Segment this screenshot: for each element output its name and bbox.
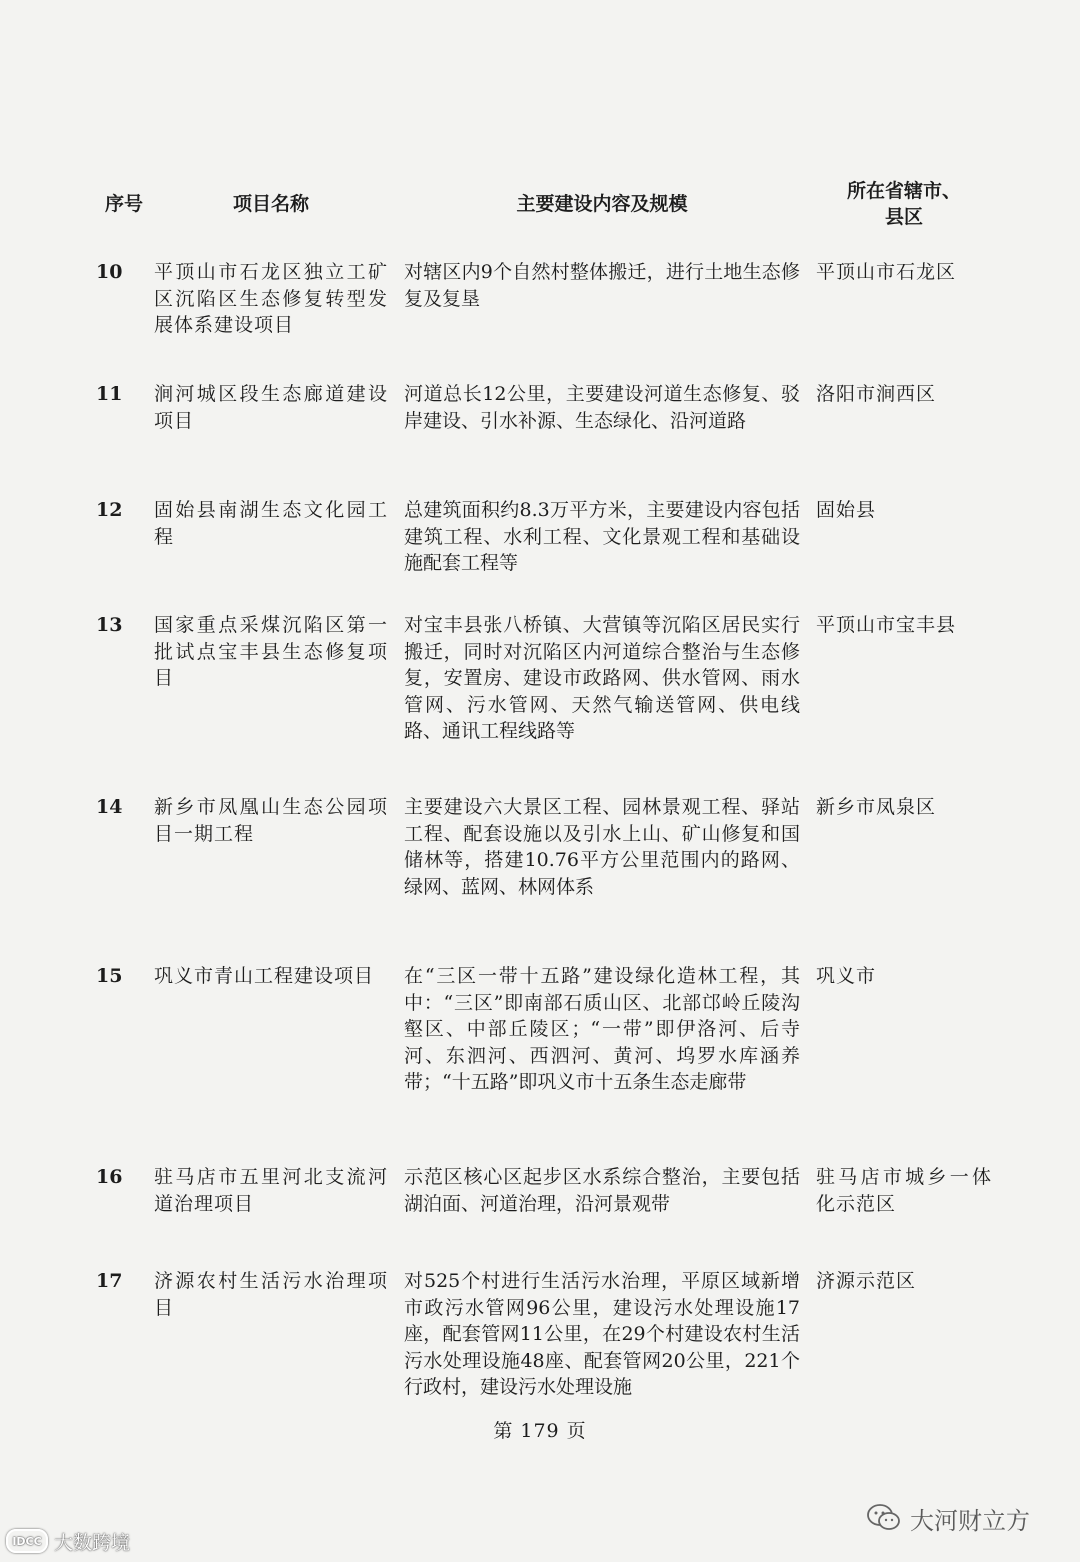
page-number: 第 179 页 xyxy=(493,1420,587,1442)
row-location: 济源示范区 xyxy=(816,1270,917,1292)
row-content: 对525个村进行生活污水治理，平原区域新增市政污水管网96公里，建设污水处理设施17座，配套管网11公里，在29个村建设农村生活污水处理设施48座、配套管网20公里，221个行政村，建设污水处理设施 xyxy=(404,1270,800,1398)
row-no: 11 xyxy=(96,383,123,405)
row-location: 驻马店市城乡一体化示范区 xyxy=(816,1166,992,1215)
row-project-name: 济源农村生活污水治理项目 xyxy=(154,1270,388,1319)
row-project-name: 国家重点采煤沉陷区第一批试点宝丰县生态修复项目 xyxy=(154,614,388,689)
watermark-source xyxy=(866,1498,1030,1538)
row-location: 平顶山市宝丰县 xyxy=(816,614,957,636)
row-content: 对辖区内9个自然村整体搬迁，进行土地生态修复及复垦 xyxy=(404,261,800,310)
row-location: 新乡市凤泉区 xyxy=(816,796,937,818)
row-project-name: 巩义市青山工程建设项目 xyxy=(154,965,375,987)
header-content: 主要建设内容及规模 xyxy=(516,193,688,215)
row-project-name: 涧河城区段生态廊道建设项目 xyxy=(154,383,388,432)
row-no: 16 xyxy=(96,1166,123,1188)
header-project-name: 项目名称 xyxy=(232,193,309,215)
header-no: 序号 xyxy=(104,193,143,215)
row-content: 示范区核心区起步区水系综合整治，主要包括湖泊面、河道治理，沿河景观带 xyxy=(404,1166,800,1215)
row-no: 14 xyxy=(96,796,123,818)
row-content: 河道总长12公里，主要建设河道生态修复、驳岸建设、引水补源、生态绿化、沿河道路 xyxy=(404,383,800,432)
row-project-name: 驻马店市五里河北支流河道治理项目 xyxy=(154,1166,388,1215)
watermark-brand xyxy=(6,1526,130,1556)
row-content: 在“三区一带十五路”建设绿化造林工程，其中：“三区”即南部石质山区、北部邙岭丘陵沟壑区、中部丘陵区；“一带”即伊洛河、后寺河、东泗河、西泗河、黄河、坞罗水库涵养带；“十五路”即巩义市十五条生态走廊带 xyxy=(404,965,800,1093)
row-location: 平顶山市石龙区 xyxy=(816,261,957,283)
header-location xyxy=(816,172,992,236)
brand-logo: IDCC xyxy=(6,1529,48,1553)
row-location: 巩义市 xyxy=(816,965,877,987)
row-content: 总建筑面积约8.3万平方米，主要建设内容包括建筑工程、水利工程、文化景观工程和基础设施配套工程等 xyxy=(404,499,800,574)
row-content: 主要建设六大景区工程、园林景观工程、驿站工程、配套设施以及引水上山、矿山修复和国储林等，搭建10.76平方公里范围内的路网、绿网、蓝网、林网体系 xyxy=(404,796,800,898)
row-no: 12 xyxy=(96,499,123,521)
row-no: 15 xyxy=(96,965,123,987)
watermark-source-text: 大河财立方 xyxy=(910,1506,1030,1535)
header-location-line1: 所在省辖市、 xyxy=(846,180,961,202)
row-no: 10 xyxy=(96,261,123,283)
row-location: 固始县 xyxy=(816,499,877,521)
watermark-brand-text: 大数跨境 xyxy=(54,1531,131,1554)
row-project-name: 平顶山市石龙区独立工矿区沉陷区生态修复转型发展体系建设项目 xyxy=(154,261,388,336)
row-no: 17 xyxy=(96,1270,123,1292)
row-location: 洛阳市涧西区 xyxy=(816,383,937,405)
row-content: 对宝丰县张八桥镇、大营镇等沉陷区居民实行搬迁，同时对沉陷区内河道综合整治与生态修复，安置房、建设市政路网、供水管网、雨水管网、污水管网、天然气输送管网、供电线路、通讯工程线路等 xyxy=(404,614,800,742)
header-location-line2: 县区 xyxy=(884,206,923,228)
row-project-name: 固始县南湖生态文化园工程 xyxy=(154,499,388,548)
row-project-name: 新乡市凤凰山生态公园项目一期工程 xyxy=(154,796,388,845)
row-no: 13 xyxy=(96,614,123,636)
wechat-icon xyxy=(866,1503,902,1533)
